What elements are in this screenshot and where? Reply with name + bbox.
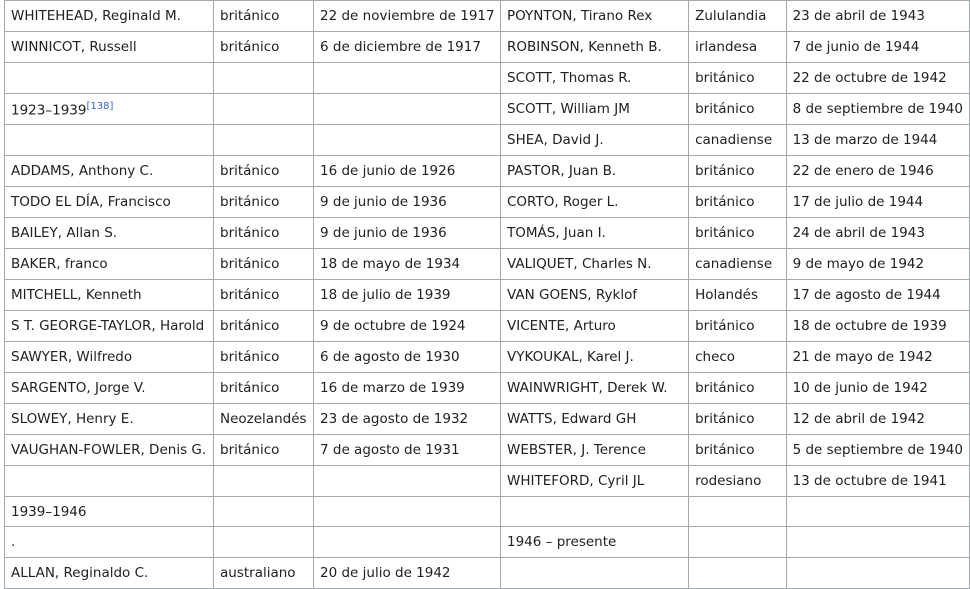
- nationality-cell: [214, 527, 314, 558]
- table-row: [5, 218, 502, 249]
- name-cell: .: [5, 527, 214, 558]
- date-cell: [314, 63, 502, 94]
- nationality-cell: británico: [689, 404, 786, 435]
- table-row: [5, 280, 502, 311]
- name-cell: SCOTT, Thomas R.: [501, 63, 689, 94]
- date-cell: 13 de octubre de 1941: [786, 466, 969, 497]
- date-cell: [786, 558, 969, 589]
- date-cell: 24 de abril de 1943: [786, 218, 969, 249]
- left-recipients-table: [4, 0, 502, 589]
- date-cell: [314, 125, 502, 156]
- nationality-cell: [689, 558, 786, 589]
- nationality-cell: británico: [214, 32, 314, 63]
- date-cell: 16 de junio de 1926: [314, 156, 502, 187]
- nationality-cell: [689, 497, 786, 527]
- name-cell: [501, 558, 689, 589]
- table-row: [5, 373, 502, 404]
- date-cell: [314, 94, 502, 125]
- name-cell: MITCHELL, Kenneth: [5, 280, 214, 311]
- table-row: [5, 435, 502, 466]
- nationality-cell: británico: [214, 1, 314, 32]
- nationality-cell: Neozelandés: [214, 404, 314, 435]
- name-cell: BAKER, franco: [5, 249, 214, 280]
- name-cell: ROBINSON, Kenneth B.: [501, 32, 689, 63]
- date-cell: 13 de marzo de 1944: [786, 125, 969, 156]
- nationality-cell: británico: [214, 187, 314, 218]
- date-cell: [314, 527, 502, 558]
- table-row: [5, 404, 502, 435]
- name-cell: [5, 466, 214, 497]
- table-row: [5, 1, 502, 32]
- name-cell: TODO EL DÍA, Francisco: [5, 187, 214, 218]
- period-label: [5, 497, 214, 527]
- name-cell: SCOTT, William JM: [501, 94, 689, 125]
- name-cell: PASTOR, Juan B.: [501, 156, 689, 187]
- nationality-cell: [214, 497, 314, 527]
- nationality-cell: [214, 94, 314, 125]
- table-row: [501, 404, 970, 435]
- nationality-cell: británico: [689, 94, 786, 125]
- period-header-row: [5, 497, 502, 527]
- name-cell: [5, 125, 214, 156]
- table-row: [501, 373, 970, 404]
- table-row: [5, 187, 502, 218]
- period-text: 1923–1939: [11, 102, 87, 119]
- date-cell: 9 de junio de 1936: [314, 218, 502, 249]
- name-cell: VALIQUET, Charles N.: [501, 249, 689, 280]
- nationality-cell: Zululandia: [689, 1, 786, 32]
- reference-link[interactable]: [138]: [86, 101, 114, 113]
- nationality-cell: [214, 63, 314, 94]
- table-row: [501, 466, 970, 497]
- nationality-cell: británico: [214, 373, 314, 404]
- nationality-cell: británico: [689, 218, 786, 249]
- date-cell: 18 de octubre de 1939: [786, 311, 969, 342]
- name-cell: WINNICOT, Russell: [5, 32, 214, 63]
- table-row: [501, 63, 970, 94]
- period-text: 1939–1946: [11, 503, 87, 520]
- date-cell: 22 de enero de 1946: [786, 156, 969, 187]
- nationality-cell: británico: [689, 156, 786, 187]
- name-cell: WAINWRIGHT, Derek W.: [501, 373, 689, 404]
- name-cell: WATTS, Edward GH: [501, 404, 689, 435]
- date-cell: 7 de junio de 1944: [786, 32, 969, 63]
- period-label: [501, 527, 689, 558]
- date-cell: 16 de marzo de 1939: [314, 373, 502, 404]
- nationality-cell: australiano: [214, 558, 314, 589]
- name-cell: S T. GEORGE-TAYLOR, Harold: [5, 311, 214, 342]
- date-cell: [314, 497, 502, 527]
- name-cell: SLOWEY, Henry E.: [5, 404, 214, 435]
- date-cell: 23 de abril de 1943: [786, 1, 969, 32]
- period-header-row: [5, 94, 502, 125]
- nationality-cell: británico: [689, 63, 786, 94]
- name-cell: BAILEY, Allan S.: [5, 218, 214, 249]
- right-recipients-table: [500, 0, 970, 589]
- date-cell: 9 de octubre de 1924: [314, 311, 502, 342]
- table-row: [501, 280, 970, 311]
- table-row: [5, 32, 502, 63]
- table-row: [501, 342, 970, 373]
- name-cell: SARGENTO, Jorge V.: [5, 373, 214, 404]
- date-cell: 17 de agosto de 1944: [786, 280, 969, 311]
- nationality-cell: [214, 125, 314, 156]
- nationality-cell: británico: [689, 373, 786, 404]
- date-cell: 6 de agosto de 1930: [314, 342, 502, 373]
- name-cell: [5, 63, 214, 94]
- nationality-cell: rodesiano: [689, 466, 786, 497]
- name-cell: SAWYER, Wilfredo: [5, 342, 214, 373]
- table-row: [501, 1, 970, 32]
- nationality-cell: británico: [214, 435, 314, 466]
- nationality-cell: británico: [214, 311, 314, 342]
- nationality-cell: [214, 466, 314, 497]
- table-row: [5, 466, 502, 497]
- date-cell: 18 de mayo de 1934: [314, 249, 502, 280]
- name-cell: POYNTON, Tirano Rex: [501, 1, 689, 32]
- table-row: [501, 125, 970, 156]
- date-cell: 22 de noviembre de 1917: [314, 1, 502, 32]
- date-cell: 5 de septiembre de 1940: [786, 435, 969, 466]
- nationality-cell: británico: [214, 156, 314, 187]
- name-cell: VAUGHAN-FOWLER, Denis G.: [5, 435, 214, 466]
- table-row: [5, 342, 502, 373]
- date-cell: 20 de julio de 1942: [314, 558, 502, 589]
- date-cell: 9 de junio de 1936: [314, 187, 502, 218]
- period-label: [5, 94, 214, 125]
- name-cell: ALLAN, Reginaldo C.: [5, 558, 214, 589]
- date-cell: 23 de agosto de 1932: [314, 404, 502, 435]
- nationality-cell: británico: [689, 311, 786, 342]
- nationality-cell: checo: [689, 342, 786, 373]
- name-cell: WEBSTER, J. Terence: [501, 435, 689, 466]
- table-row: [5, 156, 502, 187]
- date-cell: 22 de octubre de 1942: [786, 63, 969, 94]
- table-row: [5, 63, 502, 94]
- date-cell: 6 de diciembre de 1917: [314, 32, 502, 63]
- name-cell: ADDAMS, Anthony C.: [5, 156, 214, 187]
- name-cell: TOMÁS, Juan I.: [501, 218, 689, 249]
- nationality-cell: canadiense: [689, 249, 786, 280]
- nationality-cell: canadiense: [689, 125, 786, 156]
- name-cell: VAN GOENS, Ryklof: [501, 280, 689, 311]
- name-cell: CORTO, Roger L.: [501, 187, 689, 218]
- nationality-cell: irlandesa: [689, 32, 786, 63]
- table-row: [501, 32, 970, 63]
- name-cell: VICENTE, Arturo: [501, 311, 689, 342]
- nationality-cell: británico: [214, 280, 314, 311]
- date-cell: 21 de mayo de 1942: [786, 342, 969, 373]
- table-row: [5, 527, 502, 558]
- name-cell: [501, 497, 689, 527]
- date-cell: 18 de julio de 1939: [314, 280, 502, 311]
- table-row: [5, 311, 502, 342]
- name-cell: SHEA, David J.: [501, 125, 689, 156]
- table-row: [501, 435, 970, 466]
- period-text: 1946 – presente: [507, 534, 617, 550]
- table-row: [501, 558, 970, 589]
- table-row: [501, 187, 970, 218]
- table-row: [501, 249, 970, 280]
- nationality-cell: británico: [689, 187, 786, 218]
- table-row: [5, 125, 502, 156]
- name-cell: VYKOUKAL, Karel J.: [501, 342, 689, 373]
- table-row: [501, 311, 970, 342]
- date-cell: 10 de junio de 1942: [786, 373, 969, 404]
- nationality-cell: británico: [689, 435, 786, 466]
- date-cell: 7 de agosto de 1931: [314, 435, 502, 466]
- date-cell: 12 de abril de 1942: [786, 404, 969, 435]
- nationality-cell: británico: [214, 218, 314, 249]
- date-cell: 17 de julio de 1944: [786, 187, 969, 218]
- nationality-cell: británico: [214, 249, 314, 280]
- name-cell: WHITEHEAD, Reginald M.: [5, 1, 214, 32]
- name-cell: WHITEFORD, Cyril JL: [501, 466, 689, 497]
- date-cell: [786, 497, 969, 527]
- table-row: [501, 497, 970, 527]
- table-row: [501, 218, 970, 249]
- table-row: [501, 156, 970, 187]
- nationality-cell: Holandés: [689, 280, 786, 311]
- nationality-cell: británico: [214, 342, 314, 373]
- table-row: [501, 94, 970, 125]
- nationality-cell: [689, 527, 786, 558]
- date-cell: [786, 527, 969, 558]
- date-cell: 9 de mayo de 1942: [786, 249, 969, 280]
- table-row: [5, 558, 502, 589]
- date-cell: 8 de septiembre de 1940: [786, 94, 969, 125]
- period-header-row: [501, 527, 970, 558]
- date-cell: [314, 466, 502, 497]
- table-row: [5, 249, 502, 280]
